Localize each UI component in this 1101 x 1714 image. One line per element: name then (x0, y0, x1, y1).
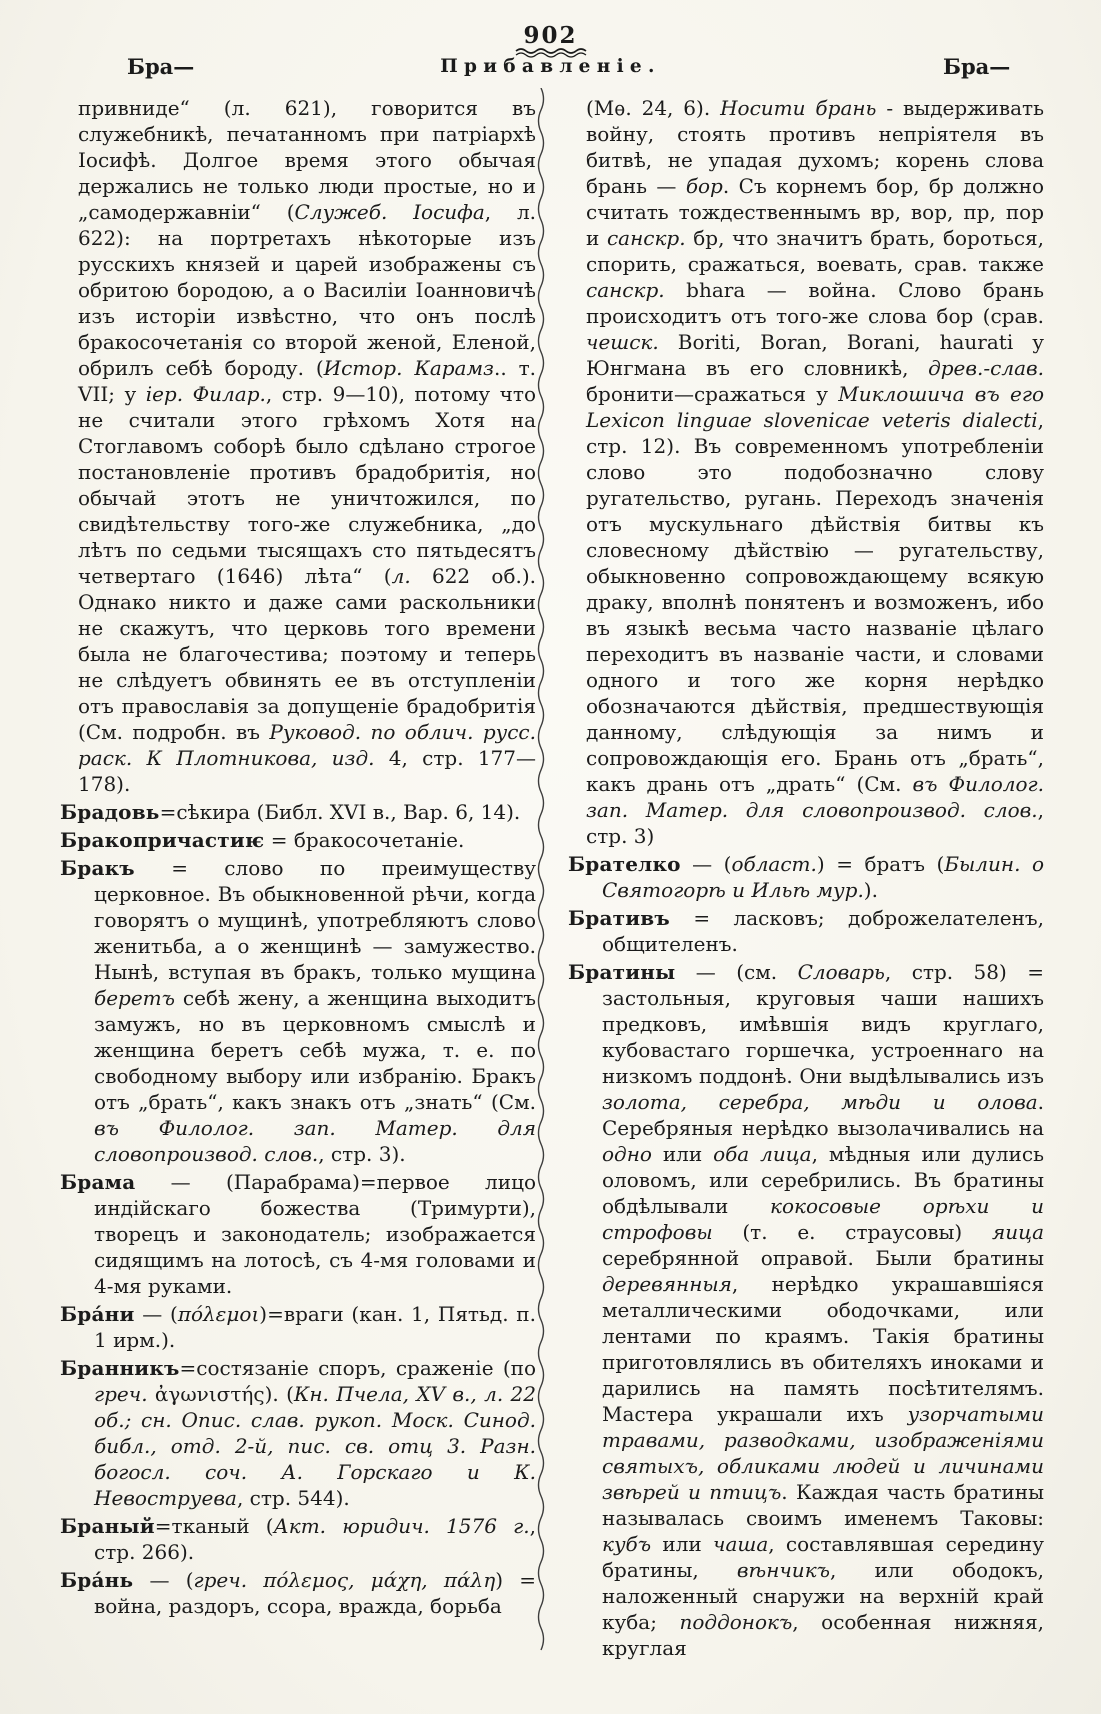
column-left (60, 95, 536, 1663)
dictionary-entry: Бракъ = слово по преимуществу церковное. Въ обыкновенной рѣчи, когда говорятъ о мущинѣ, употребляютъ слово женитьба, а о женщинѣ — замужество. Нынѣ, вступая въ бракъ, только мущина беретъ себѣ жену, а женщина выходитъ замужъ, но въ церковномъ смыслѣ и женщина беретъ себѣ мужа, т. е. по свободному выбору или избранію. Бракъ отъ „брать“, какъ знакъ отъ „знать“ (См. въ Филолог. зап. Матер. для словопроизвод. слов., стр. 3). (60, 856, 536, 1166)
entry-headword: Брама (60, 1170, 136, 1194)
dictionary-entry: Бра́нь — (греч. πόλεμος, μάχη, πάλη) = война, раздоръ, ссора, вражда, борьба (60, 1568, 536, 1618)
dictionary-entry: Бракопричастиѥ = бракосочетаніе. (60, 828, 465, 852)
continuation-paragraph: привниде“ (л. 621), говорится въ служебникѣ, печатанномъ при патріархѣ Іосифѣ. Долгое время этого обычая держались не только люди простые, но и „самодержавніи“ (Служеб. Іосифа, л. 622): на портретахъ нѣкоторые изъ русскихъ князей и царей изображены съ обритою бородою, а о Василіи Іоанновичѣ изъ исторіи извѣстно, что онъ послѣ бракосочетанія со второй женой, Еленой, обрилъ себѣ бороду. (Истор. Карамз.. т. VII; у іер. Филар., стр. 9—10), потому что не считали этого грѣхомъ Хотя на Стоглавомъ соборѣ было сдѣлано строгое постановленіе противъ брадобритія, но обычай этотъ не уничтожился, по свидѣтельству того-же служебника, „до лѣтъ по седьми тысящахъ сто пятьдесятъ четвертаго (1646) лѣта“ (л. 622 об.). Однако никто и даже сами раскольники не скажутъ, что церковь того времени была не благочестива; поэтому и теперь не слѣдуетъ обвинять ее въ отступленіи отъ православія за допущеніе брадобритія (См. подробн. въ Руковод. по облич. русс. раск. К Плотникова, изд. 4, стр. 177—178). (78, 96, 537, 796)
entry-headword: Бранникъ (60, 1356, 180, 1380)
running-head-right: Бра— (943, 54, 1011, 79)
column-right (568, 95, 1044, 1663)
dictionary-entry: Бра́ни — (πόλεμοι)=враги (кан. 1, Пятьд. п. 1 ирм.). (60, 1302, 536, 1352)
dictionary-entry: Брадовь=сѣкира (Библ. XVI в., Вар. 6, 14). (60, 800, 521, 824)
dictionary-entry: Бранникъ=состязаніе споръ, сраженіе (по греч. ἀγωνιστής). (Кн. Пчела, XV в., л. 22 об.; сн. Опис. слав. рукоп. Моск. Синод. библ., отд. 2-й, пис. св. отц 3. Разн. богосл. соч. А. Горскаго и К. Невоструева, стр. 544). (60, 1356, 536, 1510)
dictionary-entry: Брама — (Парабрама)=первое лицо индійскаго божества (Тримурти), творецъ и законодатель; изображается сидящимъ на лотосѣ, съ 4-мя головами и 4-мя руками. (60, 1170, 536, 1298)
entry-headword: Браный (60, 1514, 155, 1538)
dictionary-entry: Браный=тканый (Акт. юридич. 1576 г., стр. 266). (60, 1514, 537, 1564)
entry-headword: Брателко (568, 852, 681, 876)
entry-headword: Братины (568, 960, 676, 984)
entry-headword: Бра́нь (60, 1568, 134, 1592)
dictionary-entry: Братины — (см. Словарь, стр. 58) = застольныя, круговыя чаши нашихъ предковъ, имѣвшія видъ круглаго, кубовастаго горшечка, устроеннаго на низкомъ поддонѣ. Они выдѣлывались изъ золота, серебра, мѣди и олова. Серебряныя нерѣдко вызолачивались на одно или оба лица, мѣдныя или дулись оловомъ, или серебрились. Въ братины обдѣлывали кокосовые орѣхи и строфовы (т. е. страусовы) яица серебрянной оправой. Были братины деревянныя, нерѣдко украшавшіяся металлическими ободочками, или лентами по краямъ. Такія братины приготовлялись въ обителяхъ иноками и дарились на память посѣтителямъ. Мастера украшали ихъ узорчатыми травами, разводками, изображеніями святыхъ, обликами людей и личинами звѣрей и птицъ. Каждая часть братины называлась своимъ именемъ Таковы: кубъ или чаша, составлявшая середину братины, вѣнчикъ, или ободокъ, наложенный снаружи на верхній край куба; поддонокъ, особенная нижняя, круглая (568, 960, 1045, 1660)
entry-headword: Брадовь (60, 800, 160, 824)
entry-headword: Бра́ни (60, 1302, 135, 1326)
running-head-left: Бра— (127, 54, 195, 79)
continuation-paragraph: (Мѳ. 24, 6). Носити брань - выдерживать войну, стоять противъ непріятеля въ битвѣ, не упадая духомъ; корень слова брань — бор. Съ корнемъ бор, бр должно считать тождественнымъ вр, вор, пр, пор и санскр. бр, что значитъ брать, бороться, спорить, сражаться, воевать, срав. также санскр. bhara — война. Слово брань происходитъ отъ того-же слова бор (срав. чешск. Boriti, Boran, Borani, haurati у Юнгмана въ его словникѣ, древ.-слав. бронити—сражаться у Миклошича въ его Lexicon linguae slovenicae veteris dialecti, стр. 12). Въ современномъ употребленіи слово это подобозначно слову ругательство, ругань. Переходъ значенія отъ мускульнаго дѣйствія битвы къ словесному дѣйствію — ругательству, обыкновенно сопровождающему всякую драку, вполнѣ понятенъ и возможенъ, ибо въ языкѣ весьма часто названіе цѣлаго переходитъ въ названіе части, и словами одного и того же корня нерѣдко обозначаются дѣйствія, предшествующія данному, слѣдующія за нимъ и сопровождающія его. Брань отъ „брать“, какъ дрань отъ „драть“ (См. въ Филолог. зап. Матер. для словопроизвод. слов., стр. 3) (586, 96, 1045, 848)
dictionary-entry: Бративъ = ласковъ; доброжелателенъ, общителенъ. (568, 906, 1044, 956)
page-number: 902 (523, 22, 578, 49)
dictionary-entry: Брателко — (област.) = братъ (Былин. о Святогорѣ и Ильѣ мур.). (568, 852, 1044, 902)
entry-headword: Бративъ (568, 906, 670, 930)
section-title: Прибавленіе. (440, 56, 661, 77)
text-columns (60, 95, 1045, 1663)
entry-headword: Бракъ (60, 856, 135, 880)
entry-headword: Бракопричастиѥ (60, 828, 265, 852)
